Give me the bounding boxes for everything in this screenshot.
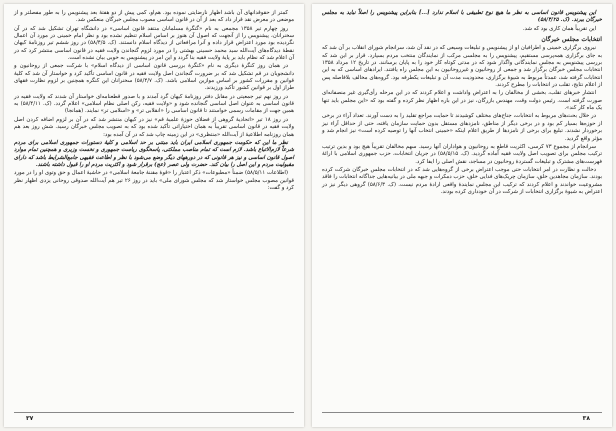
page-number: ۳۷ <box>26 415 34 422</box>
page-number: ۳۸ <box>582 415 590 422</box>
paragraph: روز چهارم تیر ۱۳۵۸ مجمعی به نام «گنگرهٔ مسلمانان منتقد قانون اساسی» در دانشگاه تهران تشکیل شد که در آن سخنرانان، پیشنویس را از آنجهت که اصول آن هنوز بر اساس اسلام تنظیم نشده بود و نظر امام خمینی در مورد آن اعمال نگردیده بود مورد اعتراض قرار داده و آنرا مرافعاتی از دیدگاه اسلام دانستند. (ک. ۵۸/۴/۵) در روز ششم تیر روزنامهٔ کیهان نقطهٔ دیدگاه‌های آیت‌الله سید محمد حسینی بهشتی را در مورد لزوم گنجاندن ولایت فقیه در قانون اساسی منتشر کرد که در آن اعلام شد که نظام باید بر پایهٔ ولایت فقیه بنا گردد و این امر در پیشنویس به خوبی بیان نشده است. <box>14 25 294 62</box>
paragraph: در روز ۱۸ تیر «اتحادیهٔ گروهی از فضلای حوزهٔ علمیهٔ قم» نیز در کیهان منتشر شد که در آن بر لزوم اضافه کردن اصل ولایت فقیه در قانون اساسی تقریباً به همان اختیاراتی تأکید شده بود که به تصویب مجلس خبرگان رسید. شش روز بعد هم همان روزنامه اطلاعیهٔ از آیت‌الله «منتظری» در این زمینه چاپ شد که در آن آمده بود: <box>14 116 294 138</box>
paragraph: سرانجام از مجموع ۷۳ کرسی، اکثریت قاطع به روحانیون و هواداران آنها رسید. سهم مخالفان تقریباً هیچ بود و بدین ترتیب ترکیب مجلس برای تصویب اصل ولایت فقیه آماده گردید. (ک. ۵۸/۵/۱۵) در جریان انتخابات، حزب جمهوری اسلامی با ارائهٔ فهرست‌های مشترک و تبلیغات گستردهٔ روحانیون در مساجد، نقش اصلی را ایفا کرد. <box>322 143 602 165</box>
section-heading: انتخابات مجلس خبرگان <box>541 36 602 44</box>
paragraph: انتشار خبرهای تقلب، بخشی از مخالفان را به اعتراض واداشت و اعلام کردند که در این مرحله رأی‌گیری غیر منصفانه‌ای صورت گرفته است. رئیس دولت وقت، مهندس بازرگان، نیز در این باره اظهار نظر کرده و گفته بود که «این مجلس باید تنها یک ماه کار کند». <box>322 90 602 112</box>
right-page-body <box>322 10 602 196</box>
paragraph: این تقریباً همان کاری بود که شد. <box>522 25 596 32</box>
footer-rule <box>14 412 294 413</box>
paragraph: در روز نهم تیر جمعیتی در مقابل دفتر روزنامهٔ کیهان گرد آمدند و با صدور قطعنامه‌ای خواستار آن شدند که ولایت فقیه در قانون اساسی به عنوان اصل اساسی گنجانده شود و «ولایت فقیه، رکن اصلی نظام اسلامی» اعلام گردد. (ک. ۵۸/۴/۱۱) به همین جهت از مقامات رسمی خواستند تا قانون اساسی را «انقلابی تر» و «اسلامی تر» نمایند. (همانجا) <box>14 93 294 115</box>
paragraph: نیروی برگزاری خمینی و اطرافیان او از پیشنویس و تبلیغات وسیعی که در نقد آن شد، سرانجام شورای انقلاب بر آن شد که به جای برگزاری همه‌پرسی مستقیم، پیشنویس را به مجلسی مرکب از نمایندگان منتخب مردم بسپارد. قرار بر این شد که بررسی پیشنویس به مجلس نمایندگانی واگذار شود که در مدتی کوتاه کار خود را به پایان برسانند. در تاریخ ۱۲ مرداد ۱۳۵۸ انتخابات مجلس خبرگان برگزار شد و جمعی از روحانیون و غیرروحانیون به این مجلس راه یافتند. ایرادهای اساسی که به این انتخابات گرفته شد، عمدتاً مربوط به شیوهٔ برگزاری، محدودیت مدت آن و تبلیغات یکطرفه بود. گروه‌های مخالف بلافاصله پس از اعلام نتایج، تقلب در انتخابات را مطرح کردند. <box>322 45 602 89</box>
paragraph: در خلال بحث‌های مربوط به انتخابات، جناح‌های مختلف کوشیدند تا حمایت مراجع تقلید را به دست آورند. تعداد آراء در برخی از حوزه‌ها بسیار کم بود و در برخی دیگر از مناطق، نامزدهای مستقل بدون حمایت سازمان یافته، حتی از حداقل آراء نیز برخوردار نشدند. تبلیغ برای برخی از نامزدها از طریق اعلام اینکه «خمینی انتخاب آنها را توصیه کرده است» نیز انجام شد و مؤثر واقع گردید. <box>322 113 602 142</box>
left-page <box>4 4 304 427</box>
right-page <box>312 4 612 427</box>
paragraph: (اطلاعات ۵۸/۵/۱۱) ضمناً «مطبوعات» ذکر اعتبار را «قوهٔ مقننهٔ جامعهٔ اسلامی» در حاشیهٔ اعمال و حق وتوی او را در مورد قوانین مصوب مجلس خواستار شد که مجلس شورای ملی» باید در روز ۲۶ تیر هم آیت‌الله صدوقی روحانی یزدی اظهار نظر کرد و گفت: <box>14 170 294 191</box>
left-page-body <box>14 10 294 192</box>
block-quote: این پیشنویس قانون اساسی به نظر ما هیچ نوع تطبیقی با اسلام ندارد [...] بنابراین پیشنویس را اصلاً نباید به مجلس خبرگان ببرند. (ک. ۵۸/۴/۲۵) <box>322 10 602 24</box>
book-spread <box>4 4 612 427</box>
footer-rule <box>322 412 602 413</box>
paragraph: دخالت و نظارت در امر انتخابات حتی موجب اعتراض برخی از گروه‌هایی شد که در انتخابات مجلس خبرگان شرکت کرده بودند. سازمان مجاهدین خلق، سازمان چریک‌های فدایی خلق، حزب دمکرات و جبهه ملی در بیانیه‌هایی جداگانه انتخابات را فاقد مشروعیت خواندند و اعلام کردند که ترکیب این مجلس نمایندهٔ واقعی ارادهٔ مردم نیست. (ک. ۵۸/۶/۳) گروهی دیگر نیز در اعتراض به شیوهٔ برگزاری انتخابات از شرکت در آن خودداری کرده بودند. <box>322 166 602 195</box>
paragraph: کمتر از حقوقدانهای آن باشد اظهار نارضایتی نموده بود. هم‌او، کمی پیش از دو هفتهٔ بعد پیشنویس را به طور مفصلتر و از موضعی در معرض نقد قرار داد که بعد از آن در قانون اساسی مصوب مجلس خبرگان منعکس شد. <box>14 10 294 24</box>
block-quote: نظر ما این که حکومت جمهوری اسلامی ایران باید مبتنی بر حد اسلامی و کلیهٔ دستورات جمهوری اسلامی برای مردم شرعاً لازم‌الاتباع باشد. لازم است که تمام مناصب مملکتی، پاسخگوی ریاست جمهوری و نخست وزیری و همچنین تمام موارد اصول قانون اساسی و نیز هر قانونی که در دورههای دیگر وضع می‌شود با نظر و اطاعت فقیهی جامع‌الشرایط باشد که دارای مقبولیت مردم و این اصل را بیان کند. حضرت ولی عصر (عج) برقرار شود و اکثریت مردم او را قبول داشته باشند. <box>14 139 294 168</box>
paragraph: در همان روز کنگرهٔ دیگری به نام «کنگرهٔ بررسی قانون اساسی از دیدگاه اسلام» با شرکت جمعی از روحانیون و دانشجویان در قم تشکیل شد که بر ضرورت گنجاندن اصل ولایت فقیه در قانون اساسی تأکید کرد و خواستار آن شد که کلیهٔ قوانین و مقررات کشور بر اساس موازین اسلامی باشد. (ک. ۵۸/۴/۷) سخنرانان این کنگره همچنین بر لزوم نظارت فقهای طراز اول بر قوانین کشور تأکید ورزیدند. <box>14 63 294 92</box>
